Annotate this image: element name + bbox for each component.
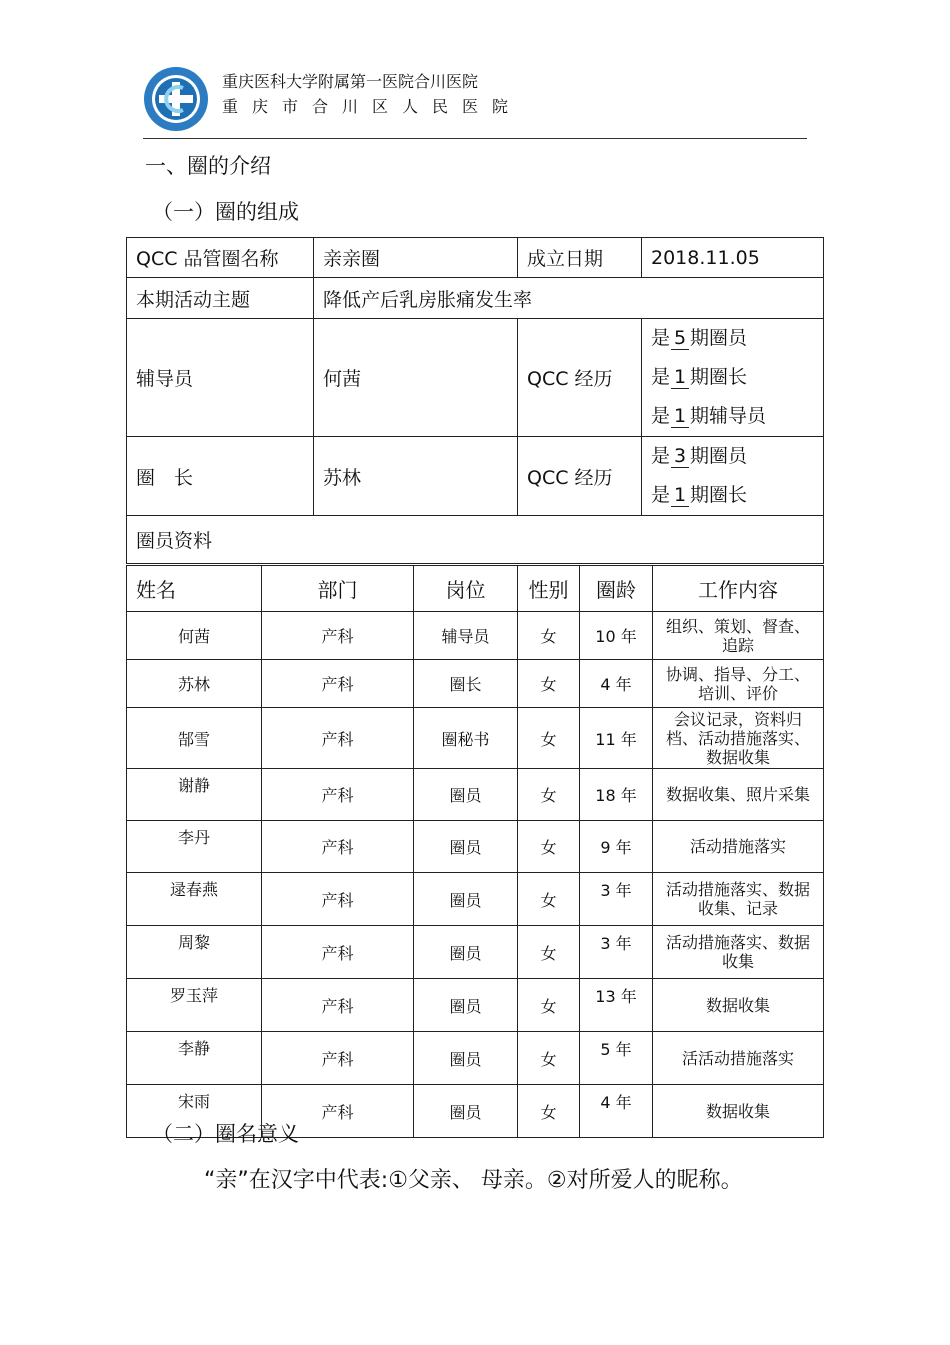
col-header-work: 工作内容 [653, 566, 824, 612]
theme-value: 降低产后乳房胀痛发生率 [314, 278, 824, 319]
members-header-row [127, 566, 824, 612]
member-name: 周黎 [127, 926, 262, 979]
member-role: 圈员 [414, 979, 518, 1032]
member-work: 组织、策划、督查、追踪 [653, 612, 824, 660]
table-row [127, 612, 824, 660]
member-name: 苏林 [127, 660, 262, 708]
member-work: 活动措施落实、数据收集 [653, 926, 824, 979]
advisor-experience-label: QCC 经历 [518, 319, 642, 437]
member-name: 逯春燕 [127, 873, 262, 926]
member-sex: 女 [518, 1085, 580, 1138]
member-dept: 产科 [262, 926, 414, 979]
col-header-sex: 性别 [518, 566, 580, 612]
member-role: 圈长 [414, 660, 518, 708]
member-work: 数据收集 [653, 1085, 824, 1138]
table-row [127, 821, 824, 873]
member-age: 11 年 [580, 708, 653, 769]
member-dept: 产科 [262, 1085, 414, 1138]
member-work: 活活动措施落实 [653, 1032, 824, 1085]
member-role: 圈员 [414, 1085, 518, 1138]
member-sex: 女 [518, 708, 580, 769]
member-sex: 女 [518, 612, 580, 660]
hospital-name: 重庆医科大学附属第一医院合川医院 [222, 72, 479, 91]
table-row [127, 926, 824, 979]
leader-experience-label: QCC 经历 [518, 437, 642, 516]
member-dept: 产科 [262, 873, 414, 926]
col-header-age: 圈龄 [580, 566, 653, 612]
leader-exp-line: 是 3 期圈员 [651, 445, 748, 467]
member-dept: 产科 [262, 821, 414, 873]
advisor-exp-line: 是 1 期圈长 [651, 366, 748, 388]
table-row [127, 873, 824, 926]
member-work: 协调、指导、分工、培训、评价 [653, 660, 824, 708]
member-dept: 产科 [262, 769, 414, 821]
member-name: 李静 [127, 1032, 262, 1085]
col-header-dept: 部门 [262, 566, 414, 612]
member-role: 圈员 [414, 873, 518, 926]
member-age: 18 年 [580, 769, 653, 821]
founded-date: 2018.11.05 [642, 238, 824, 278]
member-sex: 女 [518, 769, 580, 821]
member-sex: 女 [518, 821, 580, 873]
table-row [127, 708, 824, 769]
member-age: 9 年 [580, 821, 653, 873]
meaning-paragraph: “亲”在汉字中代表:①父亲、 母亲。②对所爱人的昵称。 [204, 1168, 743, 1193]
member-dept: 产科 [262, 1032, 414, 1085]
member-sex: 女 [518, 1032, 580, 1085]
member-name: 李丹 [127, 821, 262, 873]
leader-exp-line: 是 1 期圈长 [651, 484, 748, 506]
member-role: 圈员 [414, 769, 518, 821]
section-title: 一、圈的介绍 [145, 154, 271, 178]
advisor-exp-line: 是 1 期辅导员 [651, 405, 767, 427]
member-dept: 产科 [262, 708, 414, 769]
table-row [127, 1032, 824, 1085]
member-work: 数据收集 [653, 979, 824, 1032]
member-name: 何茜 [127, 612, 262, 660]
header-divider [143, 138, 807, 139]
member-role: 圈员 [414, 1032, 518, 1085]
circle-name-label: QCC 品管圈名称 [127, 238, 314, 278]
advisor-name: 何茜 [314, 319, 518, 437]
table-row [127, 979, 824, 1032]
advisor-experience [642, 319, 824, 437]
member-dept: 产科 [262, 979, 414, 1032]
table-row [127, 769, 824, 821]
leader-label: 圈 长 [127, 437, 314, 516]
theme-label: 本期活动主题 [127, 278, 314, 319]
subsection-title-meaning: （二）圈名意义 [152, 1122, 299, 1146]
member-name: 罗玉萍 [127, 979, 262, 1032]
member-name: 郜雪 [127, 708, 262, 769]
member-age: 10 年 [580, 612, 653, 660]
member-sex: 女 [518, 660, 580, 708]
member-age: 4 年 [580, 1085, 653, 1138]
member-role: 圈员 [414, 926, 518, 979]
founded-label: 成立日期 [518, 238, 642, 278]
member-role: 圈秘书 [414, 708, 518, 769]
members-table [126, 565, 824, 1138]
member-age: 3 年 [580, 873, 653, 926]
hospital-subtitle: 重庆市合川区人民医院 [222, 97, 523, 116]
col-header-role: 岗位 [414, 566, 518, 612]
member-age: 4 年 [580, 660, 653, 708]
member-role: 辅导员 [414, 612, 518, 660]
member-sex: 女 [518, 926, 580, 979]
leader-experience [642, 437, 824, 516]
member-work: 活动措施落实、数据收集、记录 [653, 873, 824, 926]
member-role: 圈员 [414, 821, 518, 873]
member-sex: 女 [518, 979, 580, 1032]
advisor-exp-line: 是 5 期圈员 [651, 327, 748, 349]
member-age: 13 年 [580, 979, 653, 1032]
hospital-logo [143, 66, 209, 132]
member-work: 会议记录，资料归档、活动措施落实、数据收集 [653, 708, 824, 769]
advisor-label: 辅导员 [127, 319, 314, 437]
col-header-name: 姓名 [127, 566, 262, 612]
member-age: 5 年 [580, 1032, 653, 1085]
member-dept: 产科 [262, 660, 414, 708]
leader-name: 苏林 [314, 437, 518, 516]
member-name: 宋雨 [127, 1085, 262, 1138]
circle-name-value: 亲亲圈 [314, 238, 518, 278]
circle-info-table [126, 237, 824, 564]
subsection-title-composition: （一）圈的组成 [152, 200, 299, 224]
member-age: 3 年 [580, 926, 653, 979]
member-work: 数据收集、照片采集 [653, 769, 824, 821]
member-work: 活动措施落实 [653, 821, 824, 873]
member-name: 谢静 [127, 769, 262, 821]
members-section-label: 圈员资料 [127, 516, 824, 564]
member-dept: 产科 [262, 612, 414, 660]
table-row [127, 660, 824, 708]
member-sex: 女 [518, 873, 580, 926]
